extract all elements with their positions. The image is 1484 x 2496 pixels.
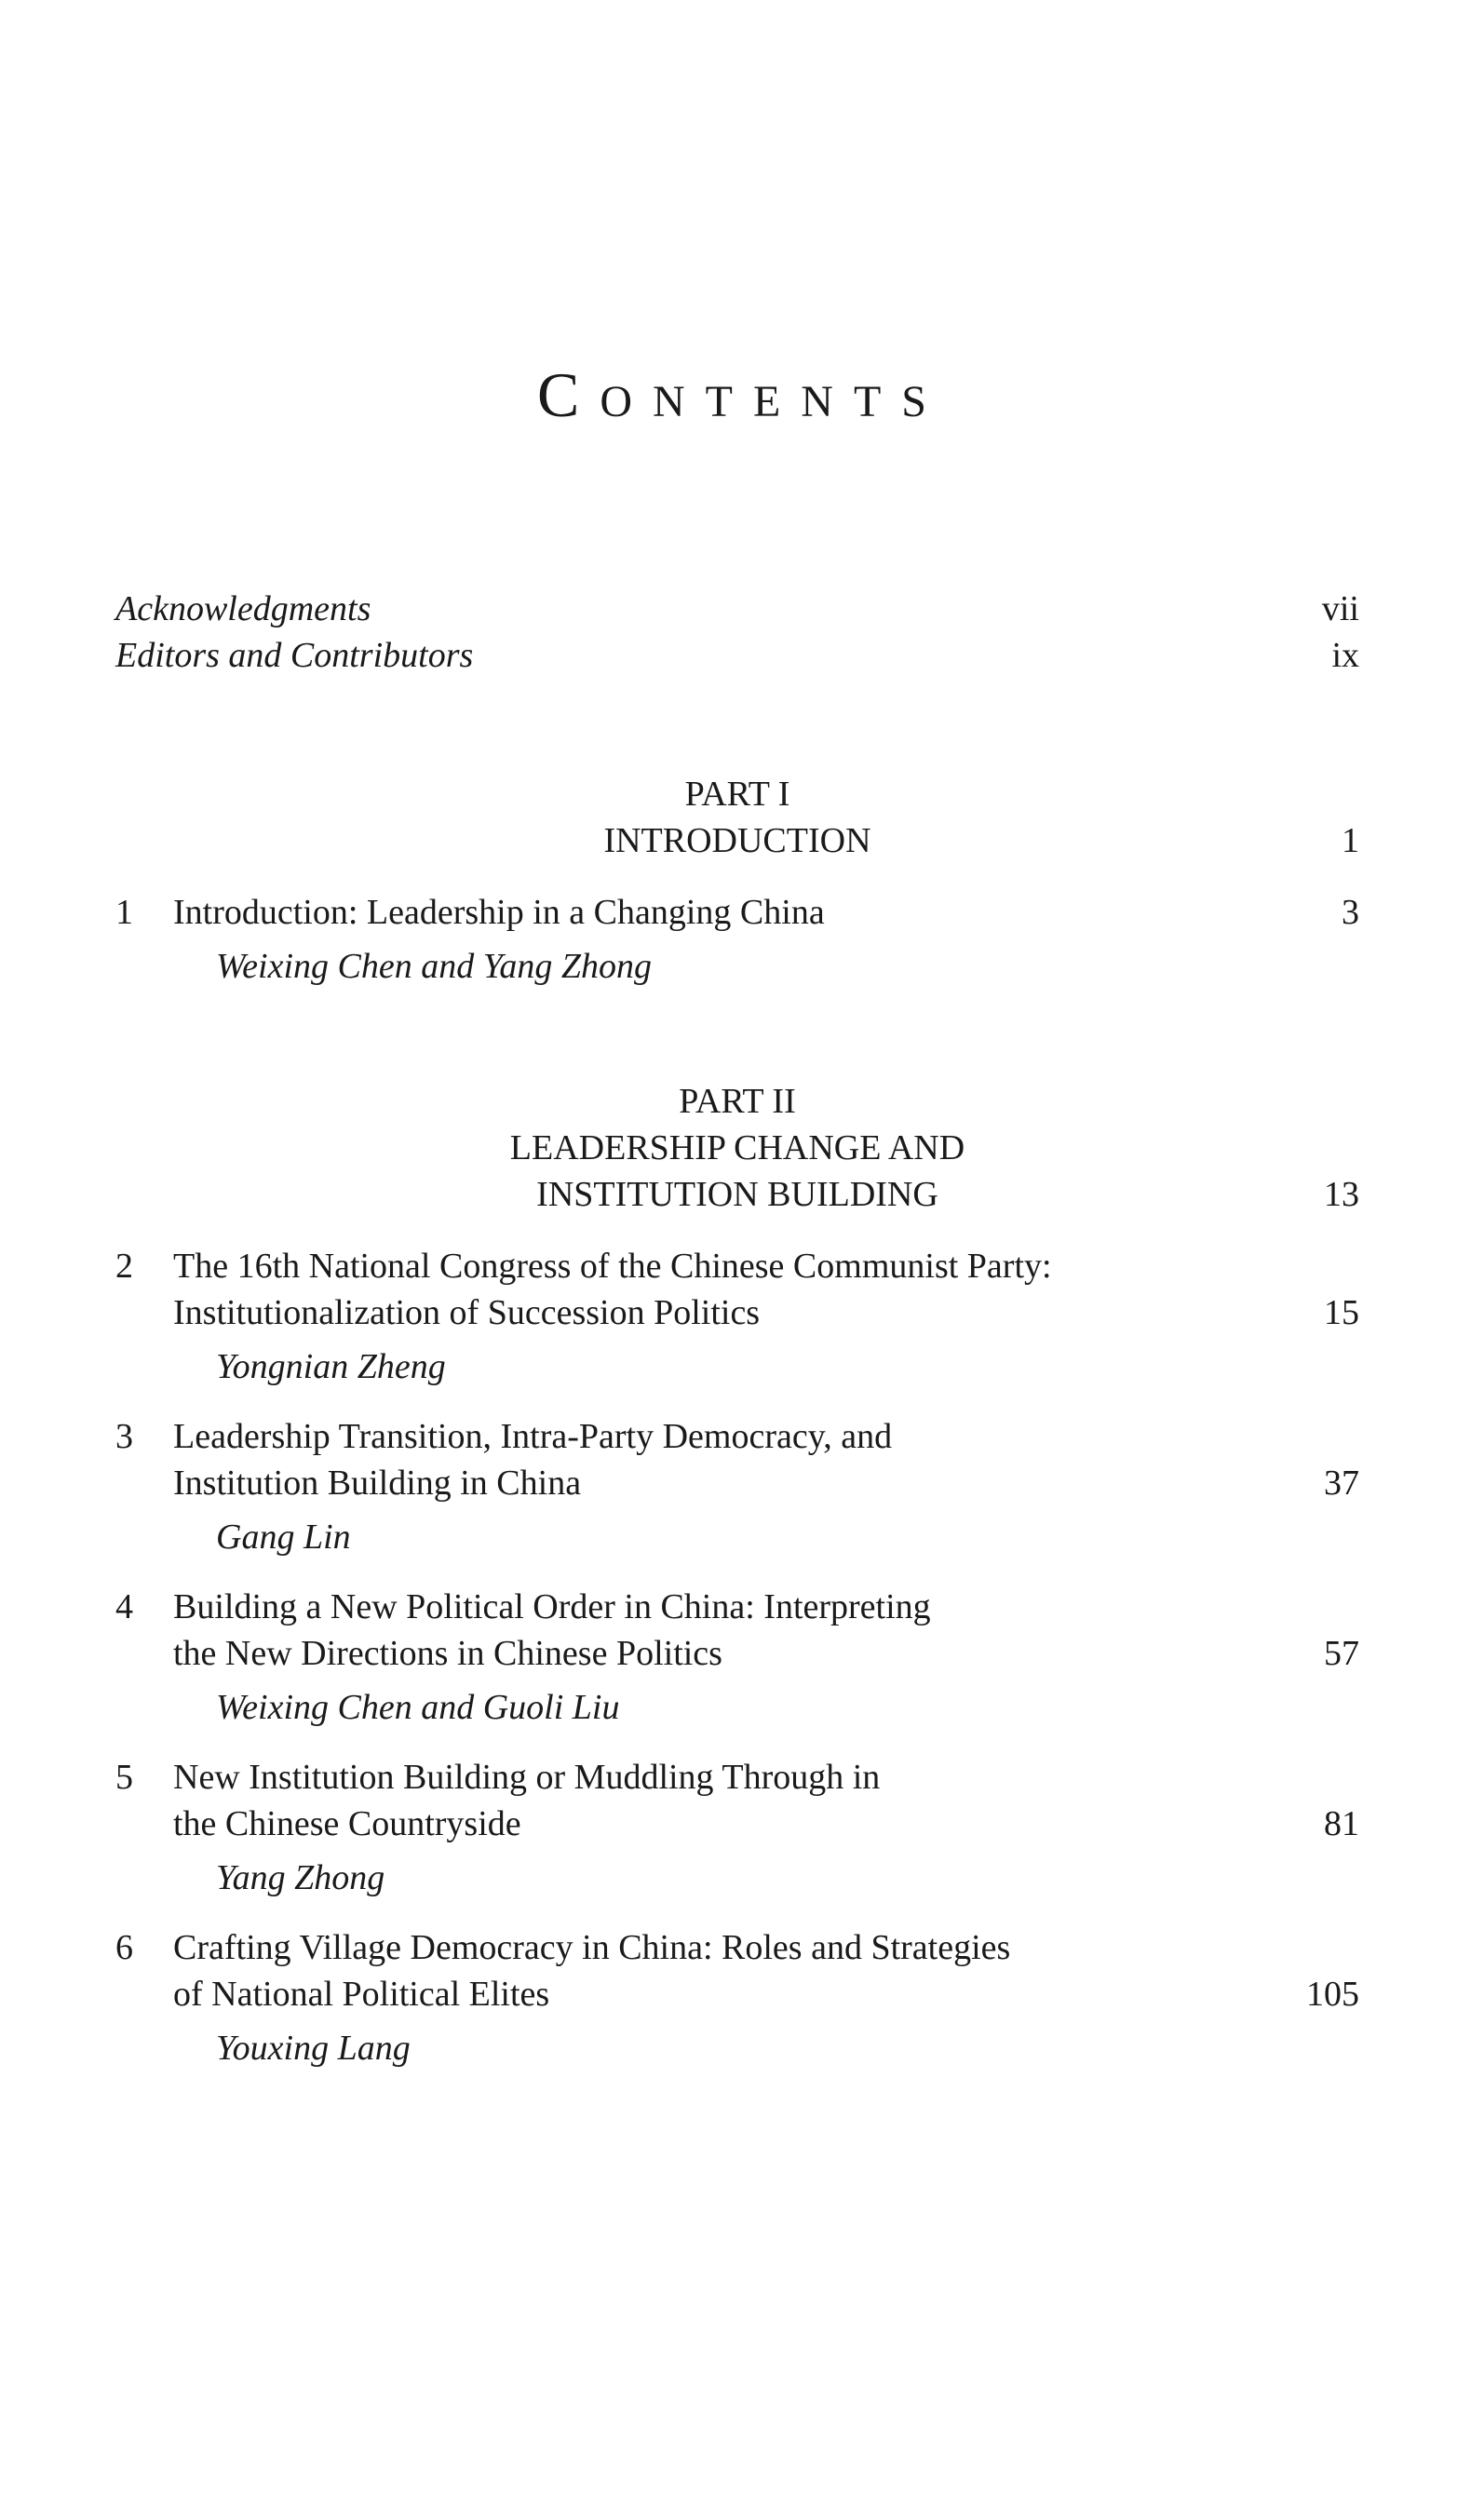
part-title-line: LEADERSHIP CHANGE AND: [509, 1128, 965, 1167]
chapter-title-line: the Chinese Countryside: [173, 1804, 521, 1843]
chapter-page: 105: [1306, 1975, 1359, 2014]
chapter-title-line: Introduction: Leadership in a Changing China: [173, 893, 825, 932]
chapter-number: 4: [115, 1587, 133, 1626]
chapter-author: Weixing Chen and Yang Zhong: [216, 947, 653, 986]
toc-part-2[interactable]: [115, 1078, 1359, 1218]
toc-part-1[interactable]: [115, 771, 1359, 864]
toc-entry-page: ix: [1331, 636, 1359, 675]
chapter-title-line: Leadership Transition, Intra-Party Democracy, and: [173, 1417, 893, 1456]
chapter-author: Gang Lin: [216, 1518, 351, 1557]
toc-entry-acknowledgments[interactable]: [115, 587, 1359, 632]
chapter-author: Weixing Chen and Guoli Liu: [216, 1688, 620, 1727]
chapter-author: Yang Zhong: [216, 1858, 385, 1897]
chapter-page: 81: [1324, 1804, 1359, 1843]
part-title-line: INSTITUTION BUILDING: [536, 1175, 938, 1214]
chapter-author: Youxing Lang: [216, 2029, 411, 2068]
part-title-line: INTRODUCTION: [603, 821, 871, 860]
chapter-number: 3: [115, 1417, 133, 1456]
chapter-page: 3: [1342, 893, 1359, 932]
chapter-title-line: The 16th National Congress of the Chinese Communist Party:: [173, 1247, 1052, 1286]
toc-chapter-6[interactable]: [115, 1924, 1359, 2071]
chapter-title-line: Building a New Political Order in China: Interpreting: [173, 1587, 931, 1626]
toc-chapter-4[interactable]: [115, 1584, 1359, 1731]
part-page: 13: [1324, 1175, 1359, 1214]
part-label: PART II: [679, 1082, 796, 1121]
toc-chapter-5[interactable]: [115, 1754, 1359, 1901]
chapter-page: 37: [1324, 1464, 1359, 1503]
chapter-number: 2: [115, 1247, 133, 1286]
chapter-title-line: Crafting Village Democracy in China: Roles and Strategies: [173, 1928, 1011, 1967]
toc-entry-title: Acknowledgments: [115, 589, 371, 628]
chapter-title-line: Institution Building in China: [173, 1464, 582, 1503]
chapter-title-line: New Institution Building or Muddling Through in: [173, 1758, 881, 1797]
part-page: 1: [1342, 821, 1359, 860]
chapter-title-line: of National Political Elites: [173, 1975, 550, 2014]
toc-entry-page: vii: [1321, 589, 1359, 628]
chapter-number: 6: [115, 1928, 133, 1967]
page-title: Contents: [536, 359, 947, 430]
toc-chapter-2[interactable]: [115, 1243, 1359, 1390]
toc-chapter-1[interactable]: [115, 889, 1359, 990]
chapter-number: 5: [115, 1758, 133, 1797]
chapter-author: Yongnian Zheng: [216, 1347, 446, 1386]
chapter-page: 57: [1324, 1634, 1359, 1673]
chapter-page: 15: [1324, 1293, 1359, 1332]
toc-entry-title: Editors and Contributors: [115, 636, 474, 675]
chapter-number: 1: [115, 893, 133, 932]
chapter-title-line: the New Directions in Chinese Politics: [173, 1634, 722, 1673]
toc-chapter-3[interactable]: [115, 1413, 1359, 1560]
part-label: PART I: [684, 775, 790, 814]
toc-entry-editors-and-contributors[interactable]: [115, 633, 1359, 679]
chapter-title-line: Institutionalization of Succession Politics: [173, 1293, 761, 1332]
